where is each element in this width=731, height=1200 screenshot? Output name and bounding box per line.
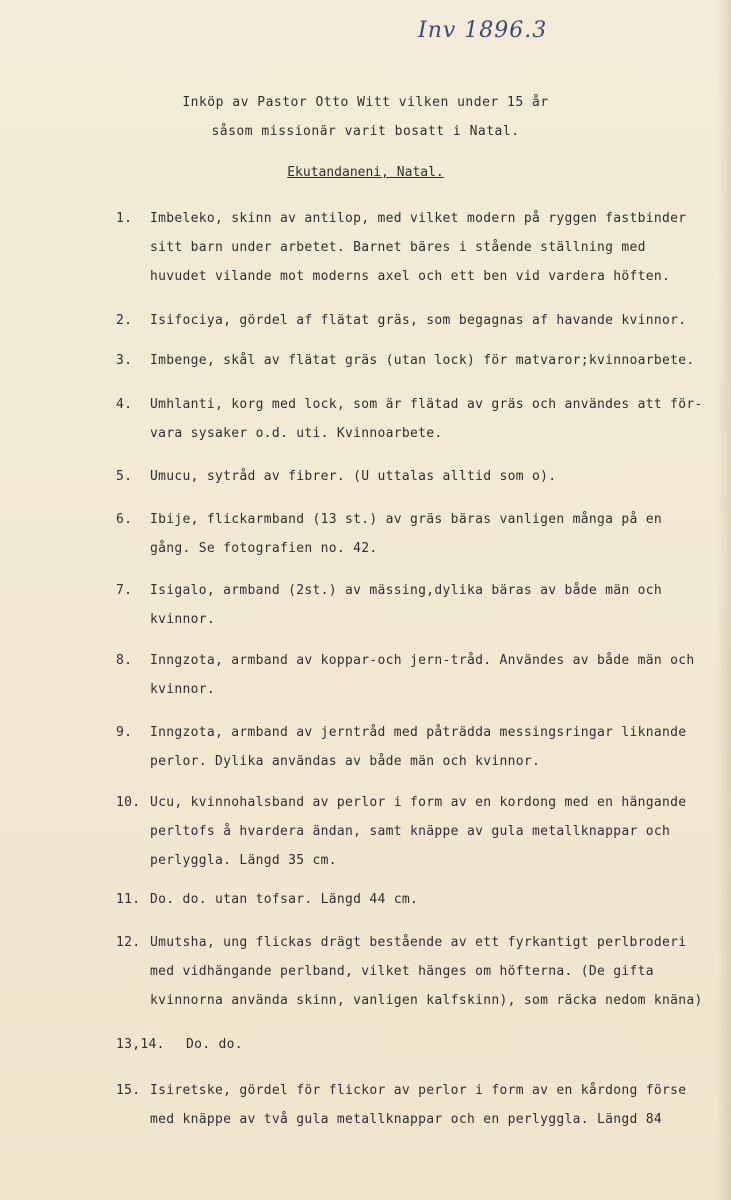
item-text-line: Inngzota, armband av jerntråd med påträdda messingsringar liknande — [150, 725, 687, 740]
item-text-line: kvinnor. — [150, 612, 216, 627]
item-text-line: perlyggla. Längd 35 cm. — [150, 853, 337, 868]
item-text — [150, 885, 730, 914]
item-text-line: Isigalo, armband (2st.) av mässing,dylika bäras av både män och — [150, 583, 662, 598]
item-number: 4. — [116, 397, 133, 412]
item-text — [150, 1076, 730, 1134]
item-text — [150, 646, 730, 704]
item-text-line: Imbenge, skål av flätat gräs (utan lock) för matvaror;kvinnoarbete. — [150, 353, 695, 368]
item-text-line: gång. Se fotografien no. 42. — [150, 541, 378, 556]
item-text-line: med vidhängande perlband, vilket hänges om höfterna. (De gifta — [150, 964, 654, 979]
item-number: 2. — [116, 313, 133, 328]
item-text — [150, 718, 730, 776]
item-text-line: Isiretske, gördel för flickor av perlor i form av en kårdong förse — [150, 1083, 687, 1098]
item-text-line: huvudet vilande mot moderns axel och ett ben vid vardera höften. — [150, 269, 671, 284]
item-text — [150, 204, 730, 291]
item-text-line: sitt barn under arbetet. Barnet bäres i stående ställning med — [150, 240, 646, 255]
item-text-line: Umucu, sytråd av fibrer. (U uttalas alltid som o). — [150, 469, 557, 484]
item-number: 10. — [116, 795, 141, 810]
item-text-line: perltofs å hvardera ändan, samt knäppe av gula metallknappar och — [150, 824, 671, 839]
location-heading: Ekutandaneni, Natal. — [287, 165, 444, 180]
heading-line-1: Inköp av Pastor Otto Witt vilken under 15 år — [182, 95, 549, 110]
item-text-line: Do. do. utan tofsar. Längd 44 cm. — [150, 892, 419, 907]
item-number: 3. — [116, 353, 133, 368]
item-text-line: Do. do. — [186, 1037, 243, 1052]
item-text — [150, 576, 730, 634]
item-text — [150, 928, 730, 1015]
heading-line-2: såsom missionär varit bosatt i Natal. — [211, 124, 520, 139]
item-text-line: Ucu, kvinnohalsband av perlor i form av en kordong med en hängande — [150, 795, 687, 810]
item-number: 7. — [116, 583, 133, 598]
item-text — [150, 462, 730, 491]
item-number: 5. — [116, 469, 133, 484]
item-number: 15. — [116, 1083, 141, 1098]
item-text — [150, 505, 730, 563]
item-text-line: kvinnor. — [150, 682, 216, 697]
item-text-line: perlor. Dylika användas av både män och kvinnor. — [150, 754, 541, 769]
item-number: 12. — [116, 935, 141, 950]
item-number: 11. — [116, 892, 141, 907]
item-number: 13,14. — [116, 1037, 165, 1052]
item-text-line: med knäppe av två gula metallknappar och en perlyggla. Längd 84 — [150, 1112, 662, 1127]
item-text-line: Umhlanti, korg med lock, som är flätad av gräs och användes att för- — [150, 397, 703, 412]
item-text-line: Inngzota, armband av koppar-och jern-tråd. Användes av både män och — [150, 653, 695, 668]
item-text — [150, 306, 730, 335]
item-text — [186, 1030, 731, 1059]
inventory-mark: Inv 1896.3 — [418, 18, 548, 43]
item-text — [150, 346, 730, 375]
item-text-line: Isifociya, gördel af flätat gräs, som begagnas af havande kvinnor. — [150, 313, 687, 328]
item-number: 8. — [116, 653, 133, 668]
item-number: 6. — [116, 512, 133, 527]
item-number: 9. — [116, 725, 133, 740]
item-text-line: vara sysaker o.d. uti. Kvinnoarbete. — [150, 426, 443, 441]
item-text-line: kvinnorna använda skinn, vanligen kalfskinn), som räcka nedom knäna) — [150, 993, 703, 1008]
item-number: 1. — [116, 211, 133, 226]
item-text-line: Imbeleko, skinn av antilop, med vilket modern på ryggen fastbinder — [150, 211, 687, 226]
item-text-line: Ibije, flickarmband (13 st.) av gräs bäras vanligen många på en — [150, 512, 662, 527]
item-text — [150, 390, 730, 448]
item-text — [150, 788, 730, 875]
item-text-line: Umutsha, ung flickas drägt bestående av ett fyrkantigt perlbroderi — [150, 935, 687, 950]
